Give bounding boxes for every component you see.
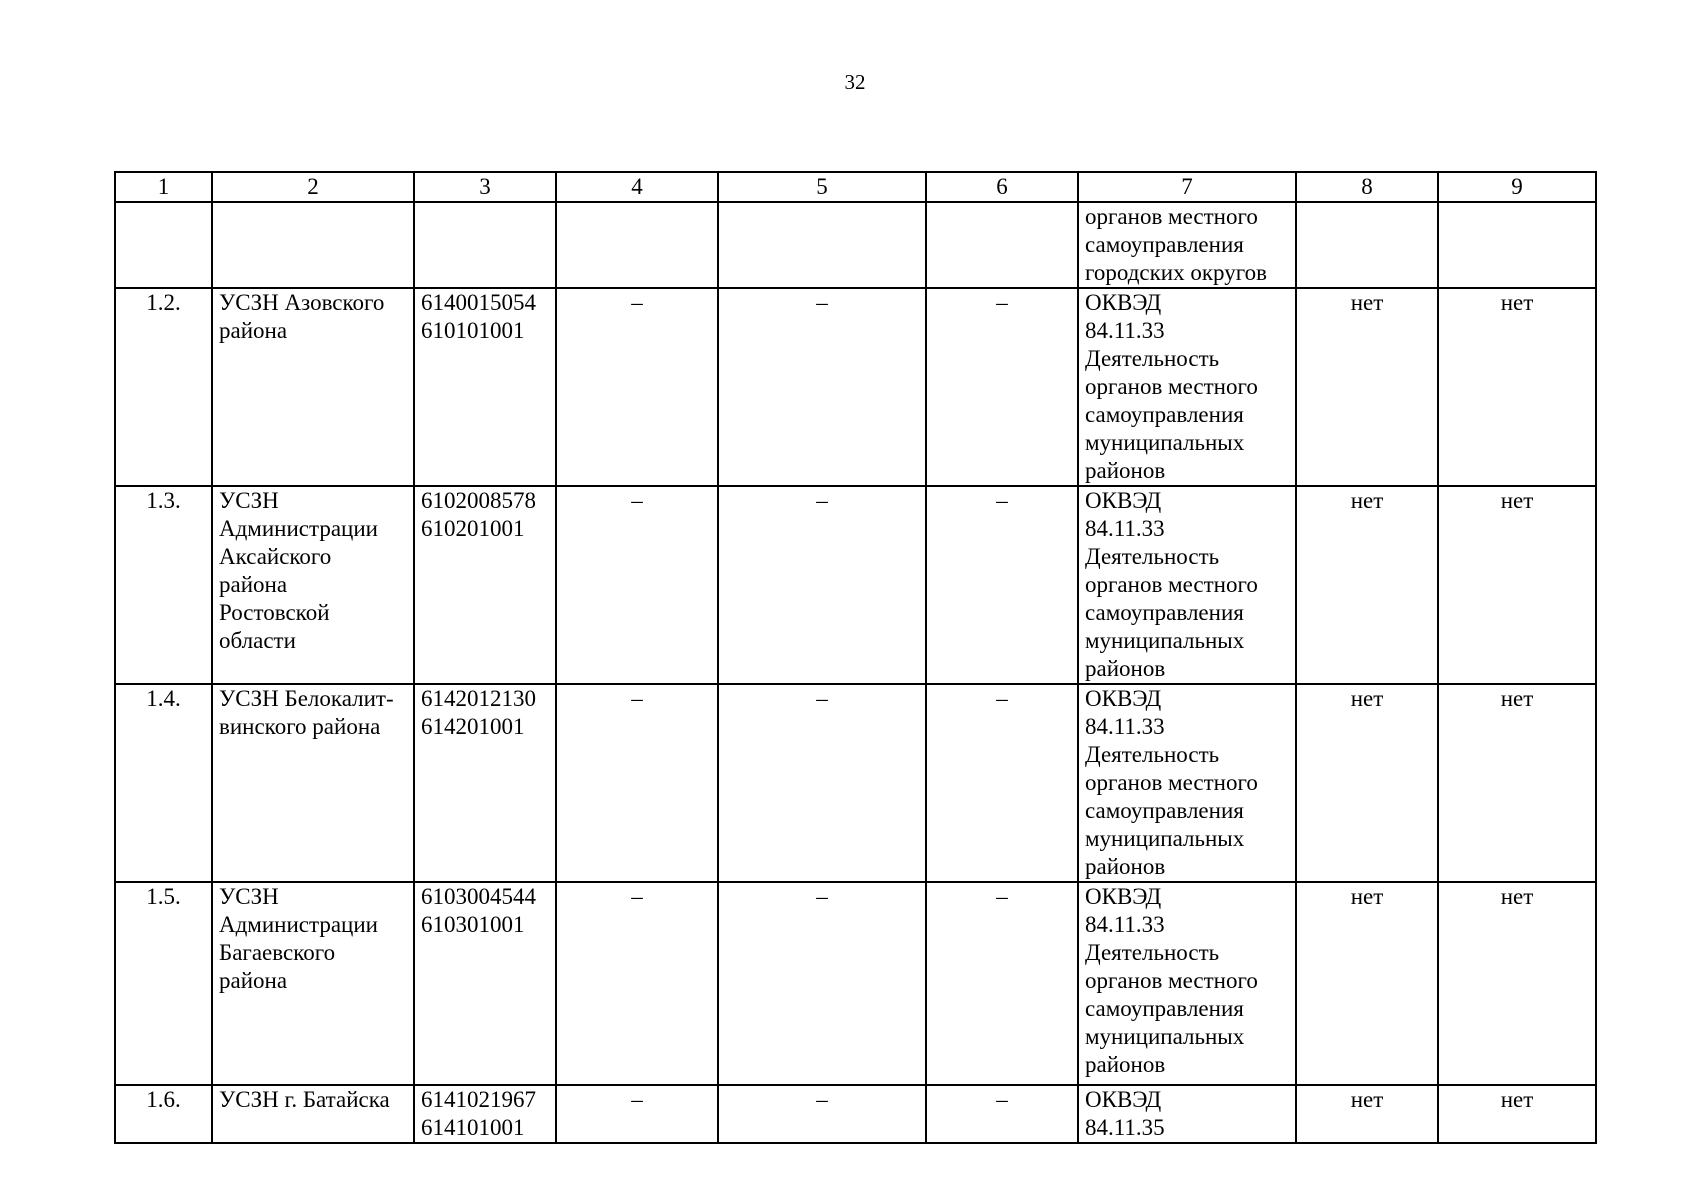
inn-kpp-codes-line: 610101001	[421, 318, 525, 343]
inn-kpp-codes-line: 614101001	[421, 1115, 525, 1140]
okved-activity-line: 84.11.33	[1085, 318, 1165, 343]
column-4-value: –	[556, 486, 718, 684]
okved-activity-line: Деятельность	[1085, 544, 1220, 569]
okved-activity-line: муниципальных	[1085, 430, 1245, 455]
organization-name-line: УСЗН	[219, 488, 279, 513]
column-header-6: 6	[926, 172, 1078, 202]
column-6-value: –	[926, 684, 1078, 882]
okved-activity-line: районов	[1085, 1052, 1166, 1077]
organization-name-line: винского района	[219, 714, 381, 739]
okved-activity-line: Деятельность	[1085, 346, 1220, 371]
organization-name-line: Администрации	[219, 912, 378, 937]
column-header-4: 4	[556, 172, 718, 202]
column-8-value: нет	[1296, 288, 1438, 486]
row-number: 1.2.	[115, 288, 212, 486]
table-row	[115, 1085, 1596, 1143]
row-number: 1.5.	[115, 882, 212, 1085]
column-6-value: –	[926, 882, 1078, 1085]
organization-name-line: района	[219, 572, 288, 597]
column-5-value: –	[718, 486, 926, 684]
column-4-value: –	[556, 882, 718, 1085]
table-row	[115, 202, 1596, 288]
organization-name-line: УСЗН Азовского	[219, 290, 385, 315]
okved-activity-line: органов местного	[1085, 968, 1258, 993]
organization-name-line: Администрации	[219, 516, 378, 541]
inn-kpp-codes-line: 614201001	[421, 714, 525, 739]
okved-activity-line: ОКВЭД	[1085, 488, 1162, 513]
okved-activity	[1078, 486, 1296, 684]
organization-name-line: района	[219, 968, 288, 993]
column-9-value: нет	[1438, 882, 1596, 1085]
column-6-value	[926, 202, 1078, 288]
okved-activity-line: районов	[1085, 854, 1166, 879]
inn-kpp-codes-line: 6141021967	[421, 1087, 536, 1112]
okved-activity-line: районов	[1085, 458, 1166, 483]
column-4-value	[556, 202, 718, 288]
okved-activity-line: муниципальных	[1085, 826, 1245, 851]
column-6-value: –	[926, 288, 1078, 486]
okved-activity-line: самоуправления	[1085, 798, 1244, 823]
column-header-1: 1	[115, 172, 212, 202]
organization-name	[212, 882, 414, 1085]
organization-name	[212, 288, 414, 486]
column-4-value: –	[556, 1085, 718, 1143]
page-number: 32	[844, 70, 866, 94]
inn-kpp-codes	[414, 486, 556, 684]
column-header-3: 3	[414, 172, 556, 202]
column-4-value: –	[556, 288, 718, 486]
column-4-value: –	[556, 684, 718, 882]
inn-kpp-codes	[414, 288, 556, 486]
column-8-value: нет	[1296, 486, 1438, 684]
row-number	[115, 202, 212, 288]
okved-activity-line: ОКВЭД	[1085, 1087, 1162, 1112]
table-header	[115, 172, 1596, 202]
okved-activity-line: самоуправления	[1085, 600, 1244, 625]
column-6-value: –	[926, 1085, 1078, 1143]
organization-name	[212, 1085, 414, 1143]
column-9-value	[1438, 202, 1596, 288]
okved-activity-line: ОКВЭД	[1085, 290, 1162, 315]
inn-kpp-codes	[414, 202, 556, 288]
okved-activity-line: самоуправления	[1085, 232, 1244, 257]
column-header-7: 7	[1078, 172, 1296, 202]
okved-activity-line: органов местного	[1085, 374, 1258, 399]
organization-name-line: Ростовской	[219, 600, 330, 625]
inn-kpp-codes	[414, 684, 556, 882]
okved-activity	[1078, 882, 1296, 1085]
organization-name	[212, 202, 414, 288]
row-number: 1.4.	[115, 684, 212, 882]
organization-name-line: области	[219, 628, 296, 653]
column-9-value: нет	[1438, 1085, 1596, 1143]
okved-activity-line: 84.11.33	[1085, 912, 1165, 937]
inn-kpp-codes-line: 6140015054	[421, 290, 536, 315]
column-header-9: 9	[1438, 172, 1596, 202]
column-6-value: –	[926, 486, 1078, 684]
okved-activity-line: Деятельность	[1085, 940, 1220, 965]
okved-activity	[1078, 1085, 1296, 1143]
row-number: 1.6.	[115, 1085, 212, 1143]
organization-name-line: УСЗН	[219, 884, 279, 909]
column-9-value: нет	[1438, 684, 1596, 882]
okved-activity-line: ОКВЭД	[1085, 884, 1162, 909]
okved-activity-line: органов местного	[1085, 770, 1258, 795]
column-header-5: 5	[718, 172, 926, 202]
row-number: 1.3.	[115, 486, 212, 684]
column-9-value: нет	[1438, 486, 1596, 684]
organization-name-line: Аксайского	[219, 544, 332, 569]
okved-activity-line: 84.11.33	[1085, 714, 1165, 739]
okved-activity-line: муниципальных	[1085, 628, 1245, 653]
organization-name-line: УСЗН Белокалит-	[219, 686, 394, 711]
organization-name-line: района	[219, 318, 288, 343]
column-9-value: нет	[1438, 288, 1596, 486]
okved-activity-line: самоуправления	[1085, 996, 1244, 1021]
okved-activity-line: Деятельность	[1085, 742, 1220, 767]
organization-name	[212, 486, 414, 684]
registry-table	[114, 171, 1597, 1144]
organization-name-line: Багаевского	[219, 940, 336, 965]
table-row	[115, 882, 1596, 1085]
header-row	[115, 172, 1596, 202]
inn-kpp-codes-line: 6142012130	[421, 686, 536, 711]
inn-kpp-codes-line: 610301001	[421, 912, 525, 937]
okved-activity-line: 84.11.33	[1085, 516, 1165, 541]
organization-name-line: УСЗН г. Батайска	[219, 1087, 390, 1112]
column-5-value: –	[718, 1085, 926, 1143]
column-5-value: –	[718, 288, 926, 486]
table-body	[115, 202, 1596, 1143]
table-row	[115, 684, 1596, 882]
okved-activity	[1078, 202, 1296, 288]
column-header-2: 2	[212, 172, 414, 202]
okved-activity-line: городских округов	[1085, 260, 1267, 285]
column-8-value: нет	[1296, 684, 1438, 882]
table-row	[115, 486, 1596, 684]
okved-activity-line: районов	[1085, 656, 1166, 681]
inn-kpp-codes-line: 6103004544	[421, 884, 536, 909]
column-5-value	[718, 202, 926, 288]
inn-kpp-codes-line: 610201001	[421, 516, 525, 541]
column-8-value: нет	[1296, 882, 1438, 1085]
column-5-value: –	[718, 684, 926, 882]
okved-activity-line: органов местного	[1085, 204, 1258, 229]
okved-activity	[1078, 684, 1296, 882]
inn-kpp-codes	[414, 882, 556, 1085]
okved-activity-line: муниципальных	[1085, 1024, 1245, 1049]
okved-activity-line: 84.11.35	[1085, 1115, 1165, 1140]
okved-activity-line: органов местного	[1085, 572, 1258, 597]
inn-kpp-codes	[414, 1085, 556, 1143]
okved-activity-line: самоуправления	[1085, 402, 1244, 427]
table-row	[115, 288, 1596, 486]
column-8-value	[1296, 202, 1438, 288]
inn-kpp-codes-line: 6102008578	[421, 488, 536, 513]
organization-name	[212, 684, 414, 882]
column-8-value: нет	[1296, 1085, 1438, 1143]
column-header-8: 8	[1296, 172, 1438, 202]
okved-activity	[1078, 288, 1296, 486]
column-5-value: –	[718, 882, 926, 1085]
okved-activity-line: ОКВЭД	[1085, 686, 1162, 711]
